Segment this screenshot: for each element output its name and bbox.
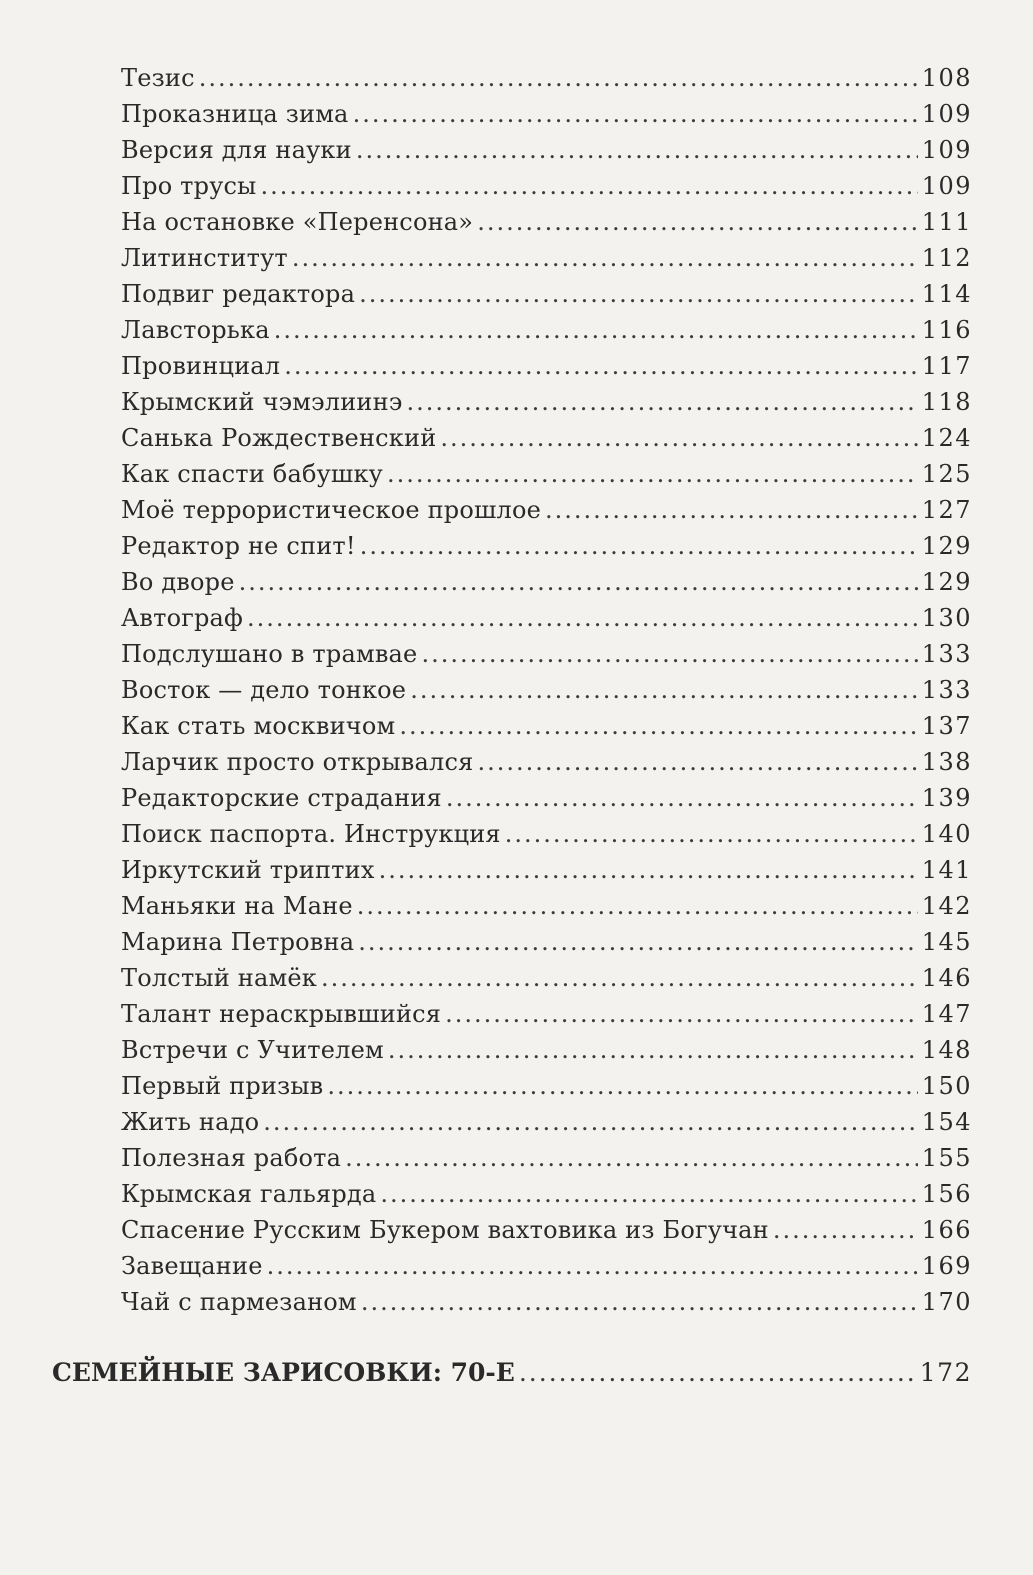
entry-page-number: 166 bbox=[921, 1216, 972, 1244]
entry-title: Во дворе bbox=[121, 568, 235, 596]
section-page-number: 172 bbox=[919, 1358, 972, 1387]
toc-entry[interactable] bbox=[121, 312, 972, 348]
dot-leader bbox=[477, 744, 917, 780]
entry-title: Толстый намёк bbox=[121, 964, 317, 992]
entry-title: Редактор не спит! bbox=[121, 532, 356, 560]
entry-page-number: 141 bbox=[921, 856, 972, 884]
entry-title: Как стать москвичом bbox=[121, 712, 396, 740]
dot-leader bbox=[353, 96, 918, 132]
entry-title: Тезис bbox=[121, 64, 195, 92]
dot-leader bbox=[380, 1176, 917, 1212]
entry-page-number: 155 bbox=[921, 1144, 972, 1172]
entry-page-number: 148 bbox=[921, 1036, 972, 1064]
dot-leader bbox=[260, 168, 917, 204]
toc-entry[interactable] bbox=[121, 816, 972, 852]
entry-page-number: 145 bbox=[921, 928, 972, 956]
entry-page-number: 130 bbox=[921, 604, 972, 632]
entry-page-number: 138 bbox=[921, 748, 972, 776]
dot-leader bbox=[263, 1104, 917, 1140]
toc-entry[interactable] bbox=[121, 60, 972, 96]
entry-page-number: 109 bbox=[921, 100, 972, 128]
toc-entry[interactable] bbox=[121, 600, 972, 636]
toc-entry[interactable] bbox=[121, 1068, 972, 1104]
table-of-contents bbox=[121, 60, 972, 1320]
toc-entry[interactable] bbox=[121, 1104, 972, 1140]
entry-page-number: 154 bbox=[921, 1108, 972, 1136]
dot-leader bbox=[357, 888, 918, 924]
entry-page-number: 111 bbox=[921, 208, 972, 236]
dot-leader bbox=[379, 852, 918, 888]
entry-title: Жить надо bbox=[121, 1108, 260, 1136]
toc-entry[interactable] bbox=[121, 672, 972, 708]
toc-entry[interactable] bbox=[121, 1284, 972, 1320]
toc-entry[interactable] bbox=[121, 780, 972, 816]
dot-leader bbox=[358, 924, 917, 960]
entry-page-number: 142 bbox=[921, 892, 972, 920]
entry-page-number: 129 bbox=[921, 532, 972, 560]
toc-entry[interactable] bbox=[121, 384, 972, 420]
entry-page-number: 139 bbox=[921, 784, 972, 812]
dot-leader bbox=[410, 672, 917, 708]
dot-leader bbox=[406, 384, 917, 420]
toc-entry[interactable] bbox=[121, 636, 972, 672]
dot-leader bbox=[387, 456, 918, 492]
entry-page-number: 156 bbox=[921, 1180, 972, 1208]
dot-leader bbox=[440, 420, 917, 456]
toc-entry[interactable] bbox=[121, 240, 972, 276]
entry-title: Поиск паспорта. Инструкция bbox=[121, 820, 501, 848]
dot-leader bbox=[388, 1032, 918, 1068]
entry-title: Ларчик просто открывался bbox=[121, 748, 474, 776]
entry-page-number: 170 bbox=[921, 1288, 972, 1316]
dot-leader bbox=[239, 564, 918, 600]
dot-leader bbox=[361, 1284, 918, 1320]
dot-leader bbox=[199, 60, 918, 96]
toc-entry[interactable] bbox=[121, 888, 972, 924]
dot-leader bbox=[274, 312, 918, 348]
toc-entry[interactable] bbox=[121, 420, 972, 456]
dot-leader bbox=[247, 600, 918, 636]
entry-title: Лавсторька bbox=[121, 316, 270, 344]
entry-page-number: 114 bbox=[921, 280, 972, 308]
toc-entry[interactable] bbox=[121, 996, 972, 1032]
entry-title: Автограф bbox=[121, 604, 244, 632]
entry-page-number: 127 bbox=[921, 496, 972, 524]
entry-title: Встречи с Учителем bbox=[121, 1036, 384, 1064]
entry-title: На остановке «Перенсона» bbox=[121, 208, 474, 236]
toc-entry[interactable] bbox=[121, 960, 972, 996]
entry-title: Про трусы bbox=[121, 172, 257, 200]
entry-title: Версия для науки bbox=[121, 136, 352, 164]
entry-title: Талант нераскрывшийся bbox=[121, 1000, 442, 1028]
toc-entry[interactable] bbox=[121, 132, 972, 168]
dot-leader bbox=[327, 1068, 917, 1104]
entry-page-number: 117 bbox=[921, 352, 972, 380]
entry-title: Как спасти бабушку bbox=[121, 460, 383, 488]
entry-page-number: 140 bbox=[921, 820, 972, 848]
entry-page-number: 137 bbox=[921, 712, 972, 740]
entry-title: Санька Рождественский bbox=[121, 424, 437, 452]
dot-leader bbox=[505, 816, 918, 852]
toc-entry[interactable] bbox=[121, 528, 972, 564]
dot-leader bbox=[773, 1212, 918, 1248]
entry-title: Подвиг редактора bbox=[121, 280, 356, 308]
entry-page-number: 112 bbox=[921, 244, 972, 272]
toc-entry[interactable] bbox=[121, 924, 972, 960]
entry-title: Иркутский триптих bbox=[121, 856, 375, 884]
entry-title: Проказница зима bbox=[121, 100, 349, 128]
entry-page-number: 109 bbox=[921, 172, 972, 200]
dot-leader bbox=[477, 204, 917, 240]
entry-title: Крымский чэмэлиинэ bbox=[121, 388, 403, 416]
dot-leader bbox=[284, 348, 917, 384]
entry-title: Восток — дело тонкое bbox=[121, 676, 407, 704]
entry-page-number: 169 bbox=[921, 1252, 972, 1280]
toc-entry[interactable] bbox=[121, 1032, 972, 1068]
entry-title: Марина Петровна bbox=[121, 928, 355, 956]
toc-entry[interactable] bbox=[121, 96, 972, 132]
dot-leader bbox=[399, 708, 917, 744]
toc-entry[interactable] bbox=[121, 456, 972, 492]
entry-title: Редакторские страдания bbox=[121, 784, 442, 812]
dot-leader bbox=[360, 528, 918, 564]
dot-leader bbox=[321, 960, 918, 996]
dot-leader bbox=[446, 780, 918, 816]
toc-entry[interactable] bbox=[121, 276, 972, 312]
entry-title: Подслушано в трамвае bbox=[121, 640, 418, 668]
dot-leader bbox=[545, 492, 918, 528]
entry-page-number: 129 bbox=[921, 568, 972, 596]
entry-page-number: 150 bbox=[921, 1072, 972, 1100]
dot-leader bbox=[292, 240, 918, 276]
toc-entry[interactable] bbox=[121, 492, 972, 528]
toc-entry[interactable] bbox=[121, 168, 972, 204]
toc-entry[interactable] bbox=[121, 852, 972, 888]
entry-page-number: 146 bbox=[921, 964, 972, 992]
entry-page-number: 124 bbox=[921, 424, 972, 452]
entry-title: Литинститут bbox=[121, 244, 288, 272]
toc-entry[interactable] bbox=[121, 564, 972, 600]
entry-title: Завещание bbox=[121, 1252, 263, 1280]
entry-page-number: 108 bbox=[921, 64, 972, 92]
toc-section-entry[interactable] bbox=[52, 1355, 972, 1391]
entry-title: Спасение Русским Букером вахтовика из Богучан bbox=[121, 1216, 769, 1244]
entry-title: Моё террористическое прошлое bbox=[121, 496, 541, 524]
entry-page-number: 109 bbox=[921, 136, 972, 164]
dot-leader bbox=[359, 276, 918, 312]
toc-entry[interactable] bbox=[121, 204, 972, 240]
dot-leader bbox=[345, 1140, 918, 1176]
entry-title: Маньяки на Мане bbox=[121, 892, 353, 920]
entry-title: Полезная работа bbox=[121, 1144, 342, 1172]
entry-title: Первый призыв bbox=[121, 1072, 324, 1100]
entry-title: Провинциал bbox=[121, 352, 281, 380]
dot-leader bbox=[421, 636, 917, 672]
entry-title: Крымская гальярда bbox=[121, 1180, 377, 1208]
entry-page-number: 116 bbox=[921, 316, 972, 344]
section-title: СЕМЕЙНЫЕ ЗАРИСОВКИ: 70-Е bbox=[52, 1358, 515, 1387]
toc-entry[interactable] bbox=[121, 1248, 972, 1284]
entry-page-number: 118 bbox=[921, 388, 972, 416]
dot-leader bbox=[267, 1248, 918, 1284]
toc-entry[interactable] bbox=[121, 708, 972, 744]
entry-page-number: 147 bbox=[921, 1000, 972, 1028]
toc-entry[interactable] bbox=[121, 348, 972, 384]
toc-entry[interactable] bbox=[121, 1176, 972, 1212]
dot-leader bbox=[519, 1355, 916, 1391]
toc-entry[interactable] bbox=[121, 1140, 972, 1176]
entry-page-number: 133 bbox=[921, 640, 972, 668]
toc-entry[interactable] bbox=[121, 744, 972, 780]
entry-title: Чай с пармезаном bbox=[121, 1288, 357, 1316]
entry-page-number: 133 bbox=[921, 676, 972, 704]
dot-leader bbox=[445, 996, 918, 1032]
toc-entry[interactable] bbox=[121, 1212, 972, 1248]
dot-leader bbox=[356, 132, 918, 168]
entry-page-number: 125 bbox=[921, 460, 972, 488]
